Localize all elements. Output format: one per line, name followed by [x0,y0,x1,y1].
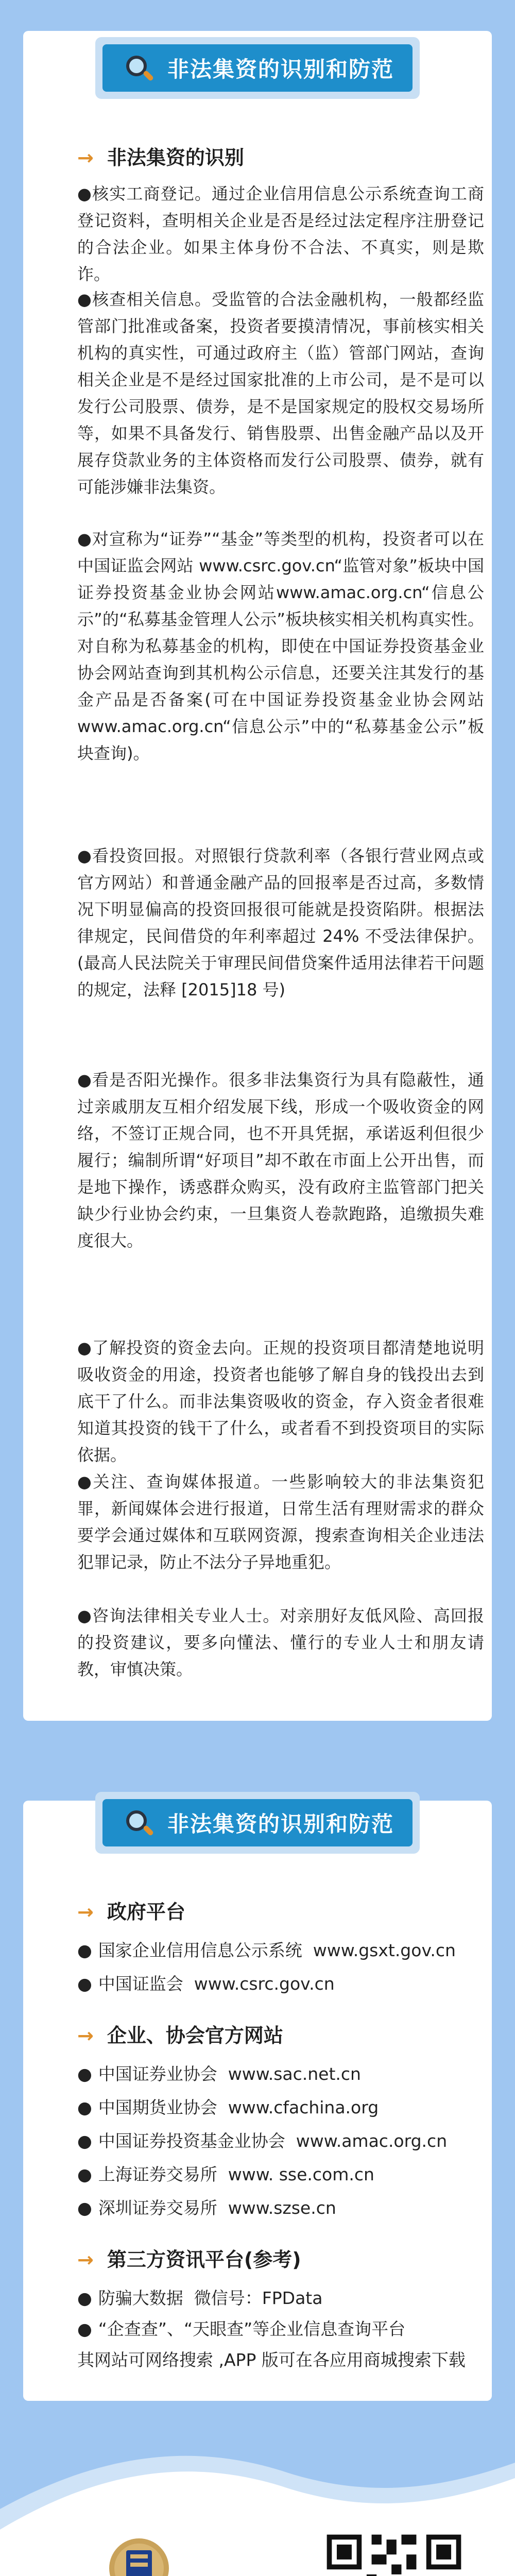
banner-title: 非法集资的识别和防范 [167,57,394,82]
section-heading-text: 非法集资的识别 [107,146,244,169]
paragraph-fund-destination: ●了解投资的资金去向。正规的投资项目都清楚地说明吸收资金的用途，投资者也能够了解自身的钱投出去到底干了什么。而非法集资吸收的资金，存入资金者很难知道其投资的钱干了什么，或者看不到投资项目的实际依据。 [77,1338,484,1465]
list-item[interactable]: ● 中国证监会 www.csrc.gov.cn [77,1974,335,1994]
card-banner-inner [102,44,413,92]
group-heading-government: → 政府平台 [77,1901,185,1923]
section-heading [77,142,244,170]
wechat-id: 微信号：FPData [194,2288,323,2308]
site-url[interactable]: www.gsxt.gov.cn [313,1940,456,1960]
site-url[interactable]: www.cfachina.org [228,2097,379,2117]
qr-code-graphic [322,2530,466,2576]
list-item[interactable]: ● 中国期货业协会 www.cfachina.org [77,2097,379,2117]
site-url[interactable]: www. sse.com.cn [228,2164,374,2184]
site-url[interactable]: www.szse.cn [228,2198,336,2218]
paragraph-verify-info: ●核查相关信息。受监管的合法金融机构，一般都经监管部门批准或备案，投资者要摸清情况，事前核实相关机构的真实性，可通过政府主（监）管部门网站，查询相关企业是不是经过国家批准的上市公司，是不是可以发行公司股票、债券，是不是国家规定的股权交易场所等，如果不具备发行、销售股票、出售金融产品以及开展存贷款业务的主体资格而发行公司股票、债券，就有可能涉嫌非法集资。 [77,290,484,497]
list-item[interactable]: ● 中国证券投资基金业协会 www.amac.org.cn [77,2131,448,2151]
content-card-platforms [23,1801,492,2401]
paragraph-investment-return: ●看投资回报。对照银行贷款利率（各银行营业网点或官方网站）和普通金融产品的回报率是否过高，多数情况下明显偏高的投资回报很可能就是投资陷阱。根据法律规定，民间借贷的年利率超过 24% 不受法律保护。(最高人民法院关于审理民间借贷案件适用法律若干问题的规定，法释 [2015]18 号) [77,846,484,999]
card-banner [95,1792,420,1854]
qr-code[interactable] [322,2530,466,2576]
card-banner [95,37,420,99]
content-card-identification [23,31,492,1721]
arrow-icon: → [77,1901,94,1923]
paragraph-media-reports: ●关注、查询媒体报道。一些影响较大的非法集资犯罪，新闻媒体会进行报道，日常生活有理财需求的群众要学会通过媒体和互联网资源，搜索查询相关企业违法犯罪记录，防止不法分子异地重犯。 [77,1472,484,1572]
list-item[interactable]: ● 国家企业信用信息公示系统 www.gsxt.gov.cn [77,1940,456,1960]
arrow-icon: → [77,146,94,169]
paragraph-securities-fund: ●对宣称为“证券”“基金”等类型的机构，投资者可以在中国证监会网站 www.csrc.gov.cn“监管对象”板块中国证券投资基金业协会网站www.amac.org.cn“信息公示”的“私募基金管理人公示”板块核实相关机构真实性。对自称为私募基金的机构，即使在中国证券投资基金业协会网站查询到其机构公示信息，还要关注其发行的基金产品是否备案(可在中国证券投资基金业协会网站www.amac.org.cn“信息公示”中的“私募基金公示”板块查询)。 [77,529,484,763]
list-item: ● “企查查”、“天眼查”等企业信息查询平台 [77,2319,406,2339]
paragraph-consult-professionals: ●咨询法律相关专业人士。对亲朋好友低风险、高回报的投资建议，要多向懂法、懂行的专业人士和朋友请教，审慎决策。 [77,1606,484,1679]
list-item[interactable]: ● 深圳证券交易所 www.szse.cn [77,2198,336,2218]
list-item[interactable]: ● 上海证券交易所 www. sse.com.cn [77,2164,374,2184]
banner-title: 非法集资的识别和防范 [167,1811,394,1837]
card-banner-inner [102,1799,413,1846]
arrow-icon: → [77,2024,94,2047]
magnifier-icon [123,54,152,82]
platform-note: 其网站可网络搜索 ,APP 版可在各应用商城搜索下载 [77,2350,466,2370]
paragraph-business-registration: ●核实工商登记。通过企业信用信息公示系统查询工商登记资料，查明相关企业是否是经过法定程序注册登记的合法企业。如果主体身份不合法、不真实，则是欺诈。 [77,184,484,284]
site-url[interactable]: www.amac.org.cn [296,2131,448,2151]
list-item: ● 防骗大数据 微信号：FPData [77,2288,323,2308]
group-heading-third-party: → 第三方资讯平台(参考) [77,2248,301,2271]
site-url[interactable]: www.csrc.gov.cn [194,1974,335,1994]
list-item[interactable]: ● 中国证券业协会 www.sac.net.cn [77,2064,361,2084]
logo-emblem [106,2535,173,2576]
group-heading-official-sites: → 企业、协会官方网站 [77,2024,283,2047]
arrow-icon: → [77,2248,94,2271]
magnifier-icon [123,1808,152,1837]
paragraph-transparency: ●看是否阳光操作。很多非法集资行为具有隐蔽性，通过亲戚朋友互相介绍发展下线，形成一个吸收资金的网络，不签订正规合同，也不开具凭据，承诺返利但很少履行；编制所谓“好项目”却不敢在市面上公开出售，而是地下操作，诱惑群众购买，没有政府主监管部门把关缺少行业协会约束，一旦集资人卷款跑路，追缴损失难度很大。 [77,1070,484,1250]
site-url[interactable]: www.sac.net.cn [228,2064,361,2084]
